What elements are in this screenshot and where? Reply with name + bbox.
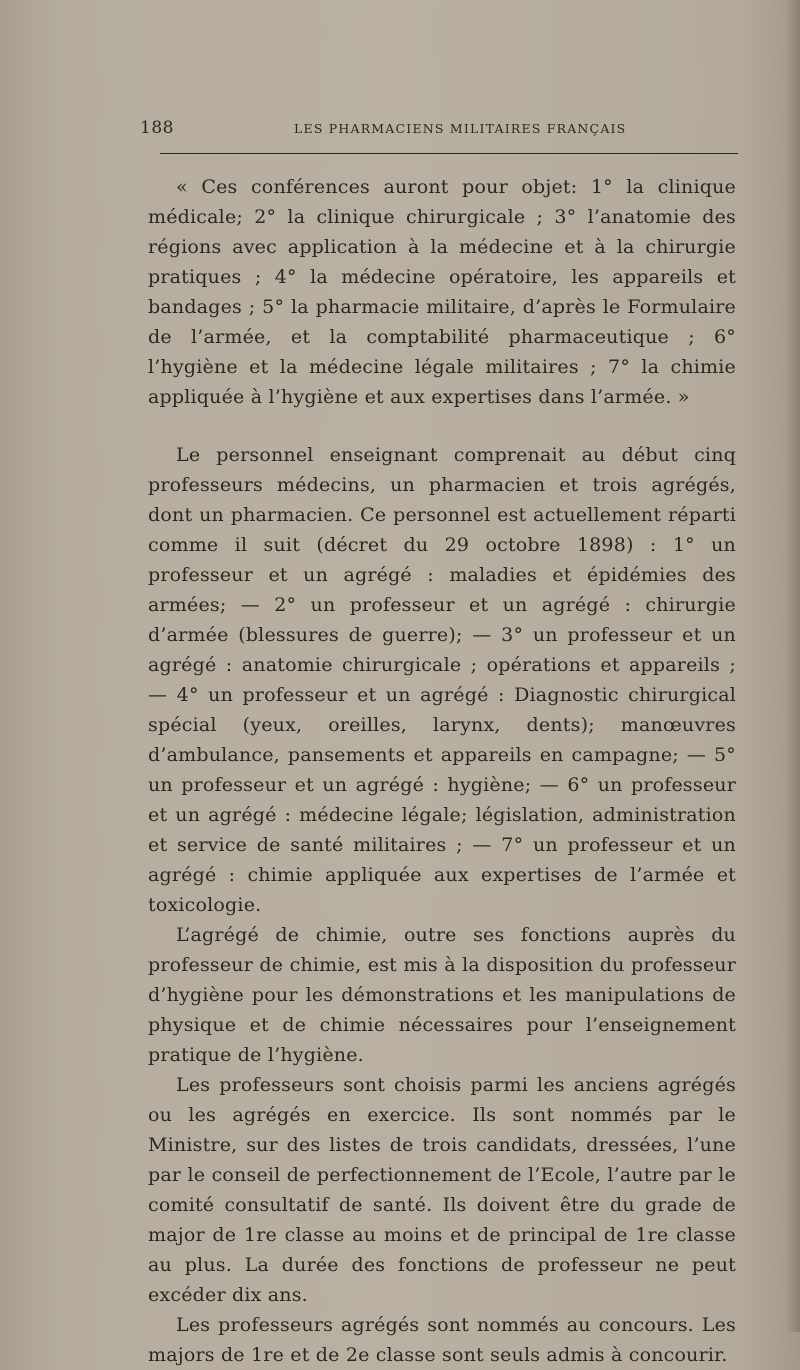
body-text [148,172,736,1370]
page-header [140,118,740,142]
page-number: 188 [140,118,174,138]
paragraph-concours: Les professeurs agrégés sont nommés au concours. Les majors de 1re et de 2e classe sont seuls admis à concourir. [148,1314,736,1366]
page-edge-shadow [786,0,800,1332]
header-rule [160,153,738,154]
running-title: LES PHARMACIENS MILITAIRES FRANÇAIS [294,121,627,136]
paragraph-personnel: Le personnel enseignant comprenait au début cinq professeurs médecins, un pharmacien et trois agrégés, dont un pharmacien. Ce personnel est actuellement réparti comme il suit (décret du 29 octobre 1898) : 1° un professeur et un agrégé : maladies et épidémies des armées; — 2° un professeur et un agrégé : chirurgie d’armée (blessures de guerre); — 3° un professeur et un agrégé : anatomie chirurgicale ; opérations et appareils ; — 4° un professeur et un agrégé : Diagnostic chirurgical spécial (yeux, oreilles, larynx, dents); manœuvres d’ambulance, pansements et appareils en campagne; — 5° un professeur et un agrégé : hygiène; — 6° un professeur et un agrégé : médecine légale; législation, administration et service de santé militaires ; — 7° un professeur et un agrégé : chimie appliquée aux expertises de l’armée et toxicologie. [148,444,736,916]
paragraph-professeurs: Les professeurs sont choisis parmi les anciens agrégés ou les agrégés en exercice. Ils sont nommés par le Ministre, sur des listes de trois candidats, dressées, l’une par le conseil de perfectionnement de l’Ecole, l’autre par le comité consultatif de santé. Ils doivent être du grade de major de 1re classe au moins et de principal de 1re classe au plus. La durée des fonctions de professeur ne peut excéder dix ans. [148,1074,736,1306]
paragraph-quote: « Ces conférences auront pour objet: 1° la clinique médicale; 2° la clinique chirurgicale ; 3° l’anatomie des régions avec application à la médecine et à la chirurgie pratiques ; 4° la médecine opératoire, les appareils et bandages ; 5° la pharmacie militaire, d’après le Formulaire de l’armée, et la comptabilité pharmaceutique ; 6° l’hygiène et la médecine légale militaires ; 7° la chimie appliquée à l’hygiène et aux expertises dans l’armée. » [148,176,736,408]
paragraph-agrege-chimie: L’agrégé de chimie, outre ses fonctions auprès du professeur de chimie, est mis à la disposition du professeur d’hygiène pour les démonstrations et les manipulations de physique et de chimie nécessaires pour l’enseignement pratique de l’hygiène. [148,924,736,1066]
